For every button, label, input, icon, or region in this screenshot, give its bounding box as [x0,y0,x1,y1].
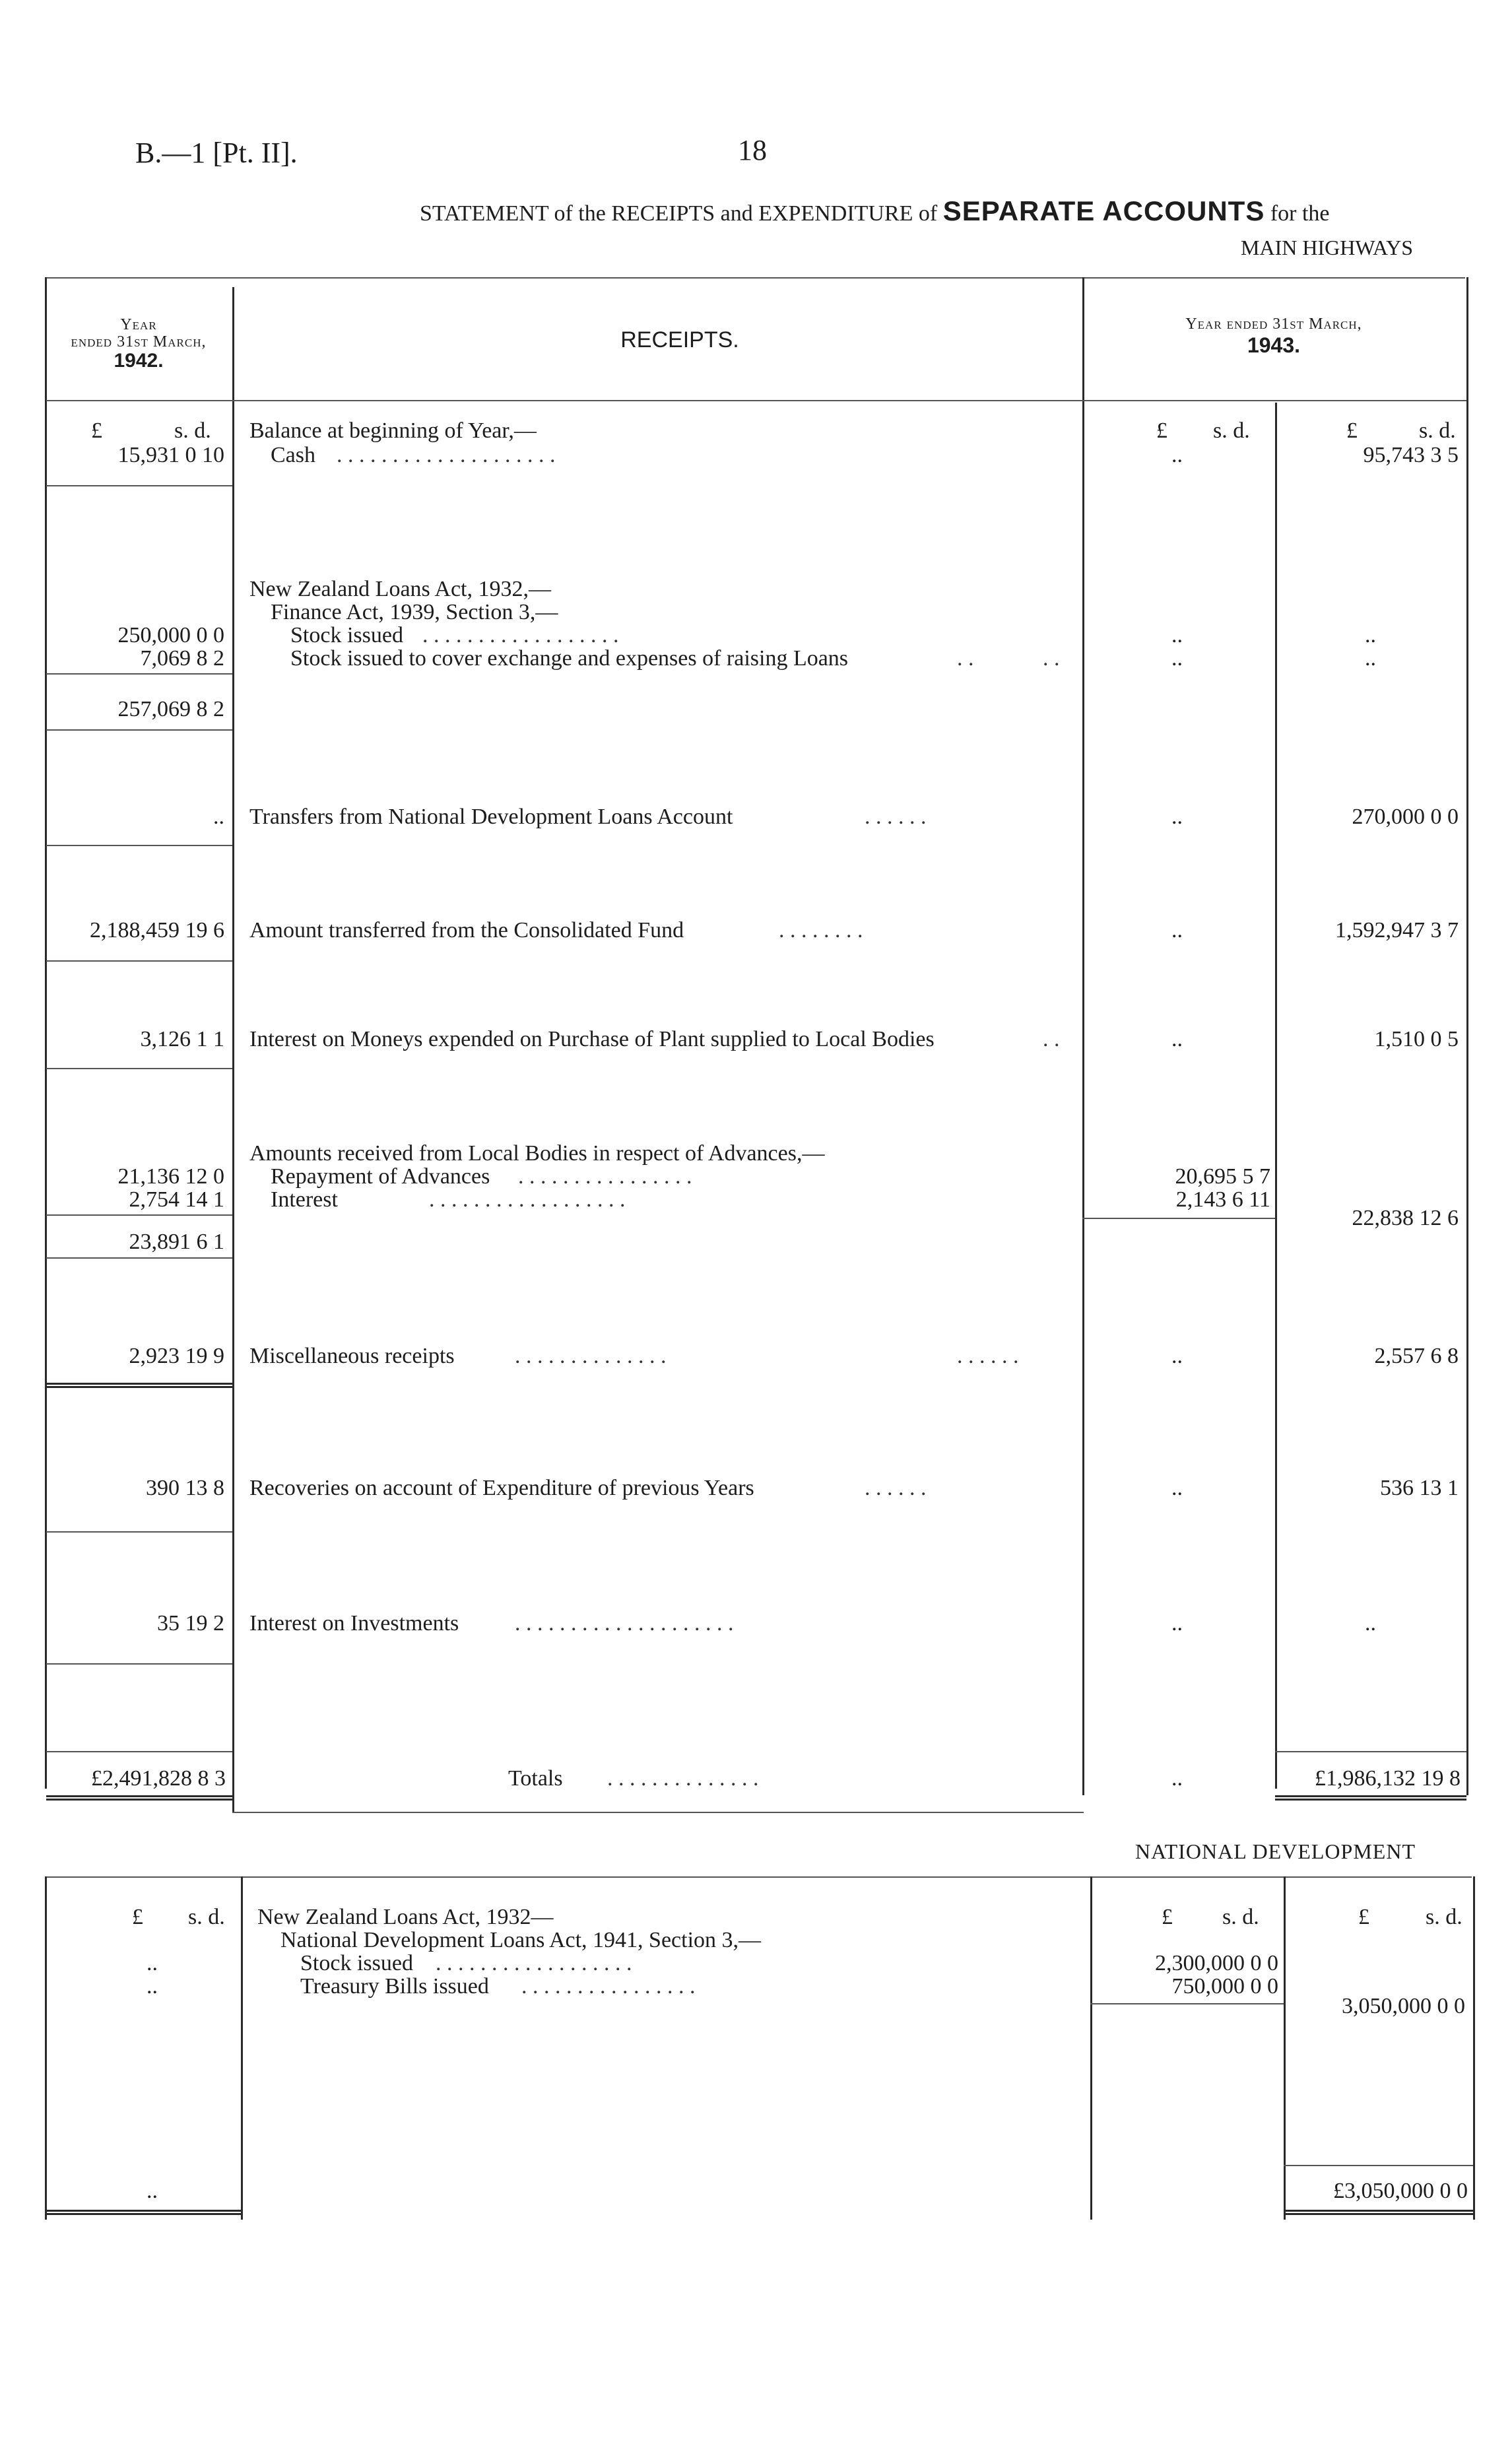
leader-dots: . . . . . . . . . . . . . . [515,1344,667,1368]
title-prefix: STATEMENT of the RECEIPTS and EXPENDITURE of [420,201,938,226]
balance-cash-label: Cash [271,443,315,467]
misc-cur-sub: .. [1171,1344,1183,1368]
page-number: 18 [738,134,767,166]
leader-dots: . . . . . . . . . . . . . . . . . . [429,1187,626,1212]
subtotal-rule [46,673,232,675]
subtotal-rule [1090,2003,1284,2004]
loans-label: New Zealand Loans Act, 1932,— [249,577,551,601]
nat-cur-total: 3,050,000 0 0 [1342,1994,1465,2018]
advances-prev-total: 23,891 6 1 [129,1230,224,1254]
totals-double-rule [1275,1795,1466,1801]
nat-prev-pound-hdr: £ [132,1905,143,1929]
nat-cur-sub-divider [1284,1876,1286,2220]
loans-cur-total-2: .. [1365,646,1376,671]
recoveries-cur-sub: .. [1171,1476,1183,1500]
balance-cur-total: 95,743 3 5 [1363,443,1459,467]
row-rule [46,960,232,962]
leader-dots: . . [1043,646,1060,671]
header-rule [46,400,1466,401]
advances-cur-total: 22,838 12 6 [1352,1206,1459,1230]
table-bottom-rule [232,1812,1084,1813]
nat-left-border [45,1876,47,2220]
leader-dots: . . . . . . . . . . . . . . [607,1766,759,1791]
prev-pound-hdr: £ [91,418,102,443]
nat-dev-heading: NATIONAL DEVELOPMENT [1135,1839,1416,1863]
loans-prev-total: 257,069 8 2 [117,697,224,721]
interest-plant-cur-sub: .. [1171,1027,1183,1051]
loans-cur-sub-2: .. [1171,646,1183,671]
advances-prev-2: 2,754 14 1 [129,1187,224,1212]
prev-year-divider [232,287,234,1812]
advances-prev-1: 21,136 12 0 [117,1164,224,1189]
nat-cur-sd-hdr: s. d. [1426,1905,1463,1929]
leader-dots: . . . . . . . . [779,918,863,943]
prev-year-hdr-1: Year [120,316,157,333]
statement-title [420,195,1330,227]
leader-dots: . . . . . . . . . . . . . . . . [521,1974,696,1999]
recoveries-label: Recoveries on account of Expenditure of previous Years [249,1476,754,1500]
investments-label: Interest on Investments [249,1611,459,1636]
nat-dev-top-rule [46,1876,1472,1878]
receipts-divider [1082,277,1084,1795]
consolidated-cur-total: 1,592,947 3 7 [1335,918,1459,943]
cur-pound-hdr: £ [1346,418,1358,443]
misc-cur-total: 2,557 6 8 [1374,1344,1459,1368]
nat-bills-label: Treasury Bills issued [300,1974,489,1999]
row-rule [46,1257,232,1259]
balance-prev: 15,931 0 10 [117,443,224,467]
prev-year-hdr-2: ended 31st March, [71,333,207,350]
totals-double-rule [46,1795,232,1801]
cur-sub-divider [1275,403,1277,1789]
loans-stock-issued: Stock issued [290,623,403,647]
recoveries-cur-total: 536 13 1 [1380,1476,1459,1500]
loans-cur-total-1: .. [1365,623,1376,647]
prev-year-hdr-3: 1942. [114,350,164,372]
row-rule [46,1068,232,1069]
cur-sub-sd-hdr: s. d. [1213,418,1250,443]
totals-double-rule [1284,2210,1473,2215]
nat-prev-1: .. [147,1951,158,1975]
transfers-prev: .. [213,805,224,829]
advances-cur-sub-2: 2,143 6 11 [1175,1187,1270,1212]
nat-act-label: National Development Loans Act, 1941, Section 3,— [280,1928,762,1952]
loans-prev-1: 250,000 0 0 [117,623,224,647]
totals-prev: £2,491,828 8 3 [91,1766,226,1791]
cur-year-hdr-2: 1943. [1247,333,1301,357]
advances-cur-sub-1: 20,695 5 7 [1175,1164,1270,1189]
consolidated-cur-sub: .. [1171,918,1183,943]
subtotal-rule [1082,1218,1275,1219]
row-rule [46,845,232,846]
subtotal-rule [46,1214,232,1216]
totals-cur-sub: .. [1171,1766,1183,1791]
investments-cur-total: .. [1365,1611,1376,1636]
nat-stock-label: Stock issued [300,1951,413,1975]
right-border [1466,277,1468,1795]
totals-label: Totals [508,1766,563,1791]
row-rule [46,1383,232,1388]
interest-plant-label: Interest on Moneys expended on Purchase of Plant supplied to Local Bodies [249,1027,935,1051]
leader-dots: . . . . . . [957,1344,1019,1368]
cur-sd-hdr: s. d. [1419,418,1456,443]
nat-cur-sub-pound-hdr: £ [1162,1905,1173,1929]
totals-rule [1275,1751,1466,1752]
investments-prev: 35 19 2 [157,1611,224,1636]
receipts-heading: RECEIPTS. [620,327,739,352]
consolidated-label: Amount transferred from the Consolidated Fund [249,918,684,943]
row-rule [46,729,232,731]
nat-prev-divider [241,1876,243,2220]
cur-sub-pound-hdr: £ [1156,418,1167,443]
nat-cur-sub-2: 750,000 0 0 [1171,1974,1278,1999]
totals-cur-total: £1,986,132 19 8 [1315,1766,1461,1791]
page-reference: B.—1 [Pt. II]. [135,137,298,169]
advances-repayment-label: Repayment of Advances [271,1164,490,1189]
nat-label: New Zealand Loans Act, 1932— [257,1905,554,1929]
investments-cur-sub: .. [1171,1611,1183,1636]
nat-cur-pound-hdr: £ [1358,1905,1369,1929]
recoveries-prev: 390 13 8 [146,1476,224,1500]
loans-stock-exchange: Stock issued to cover exchange and expenses of raising Loans [290,646,849,671]
nat-prev-sd-hdr: s. d. [188,1905,225,1929]
cur-year-hdr-1: Year ended 31st March, [1185,315,1362,333]
totals-rule [46,1751,232,1752]
nat-total-cur: £3,050,000 0 0 [1333,2179,1468,2203]
misc-label: Miscellaneous receipts [249,1344,455,1368]
leader-dots: . . . . . . . . . . . . . . . . . . . . [515,1611,734,1636]
totals-rule [1284,2165,1473,2166]
nat-cur-sub-sd-hdr: s. d. [1222,1905,1259,1929]
advances-interest-label: Interest [271,1187,338,1212]
nat-prev-2: .. [147,1974,158,1999]
nat-cur-sub-1: 2,300,000 0 0 [1155,1951,1278,1975]
consolidated-prev: 2,188,459 19 6 [90,918,224,943]
loans-prev-2: 7,069 8 2 [140,646,224,671]
leader-dots: . . . . . . . . . . . . . . . . [518,1164,692,1189]
loans-finance-act: Finance Act, 1939, Section 3,— [271,600,558,624]
transfers-cur-sub: .. [1171,805,1183,829]
row-rule [46,1531,232,1533]
title-bold: SEPARATE ACCOUNTS [942,195,1265,226]
nat-right-border [1473,1876,1475,2220]
misc-prev: 2,923 19 9 [129,1344,224,1368]
balance-label: Balance at beginning of Year,— [249,418,537,443]
nat-total-prev: .. [147,2179,158,2203]
leader-dots: . . . . . . . . . . . . . . . . . . . . [337,443,556,467]
interest-plant-prev: 3,126 1 1 [140,1027,224,1051]
prev-sd-hdr: s. d. [174,418,211,443]
transfers-label: Transfers from National Development Loans Account [249,805,733,829]
totals-double-rule [46,2210,241,2215]
leader-dots: . . . . . . [865,1476,927,1500]
loans-cur-sub-1: .. [1171,623,1183,647]
statement-subtitle: MAIN HIGHWAYS [1241,236,1414,259]
transfers-cur-total: 270,000 0 0 [1352,805,1459,829]
advances-label: Amounts received from Local Bodies in respect of Advances,— [249,1141,825,1166]
leader-dots: . . . . . . . . . . . . . . . . . . [422,623,619,647]
row-rule [46,1663,232,1665]
balance-cur-sub: .. [1171,443,1183,467]
title-suffix: for the [1270,201,1330,226]
table-top-rule [46,277,1465,279]
leader-dots: . . [1043,1027,1060,1051]
interest-plant-cur-total: 1,510 0 5 [1374,1027,1459,1051]
leader-dots: . . . . . . . . . . . . . . . . . . [436,1951,632,1975]
leader-dots: . . . . . . [865,805,927,829]
row-rule [46,485,232,486]
leader-dots: . . [957,646,974,671]
nat-receipts-divider [1090,1876,1092,2220]
